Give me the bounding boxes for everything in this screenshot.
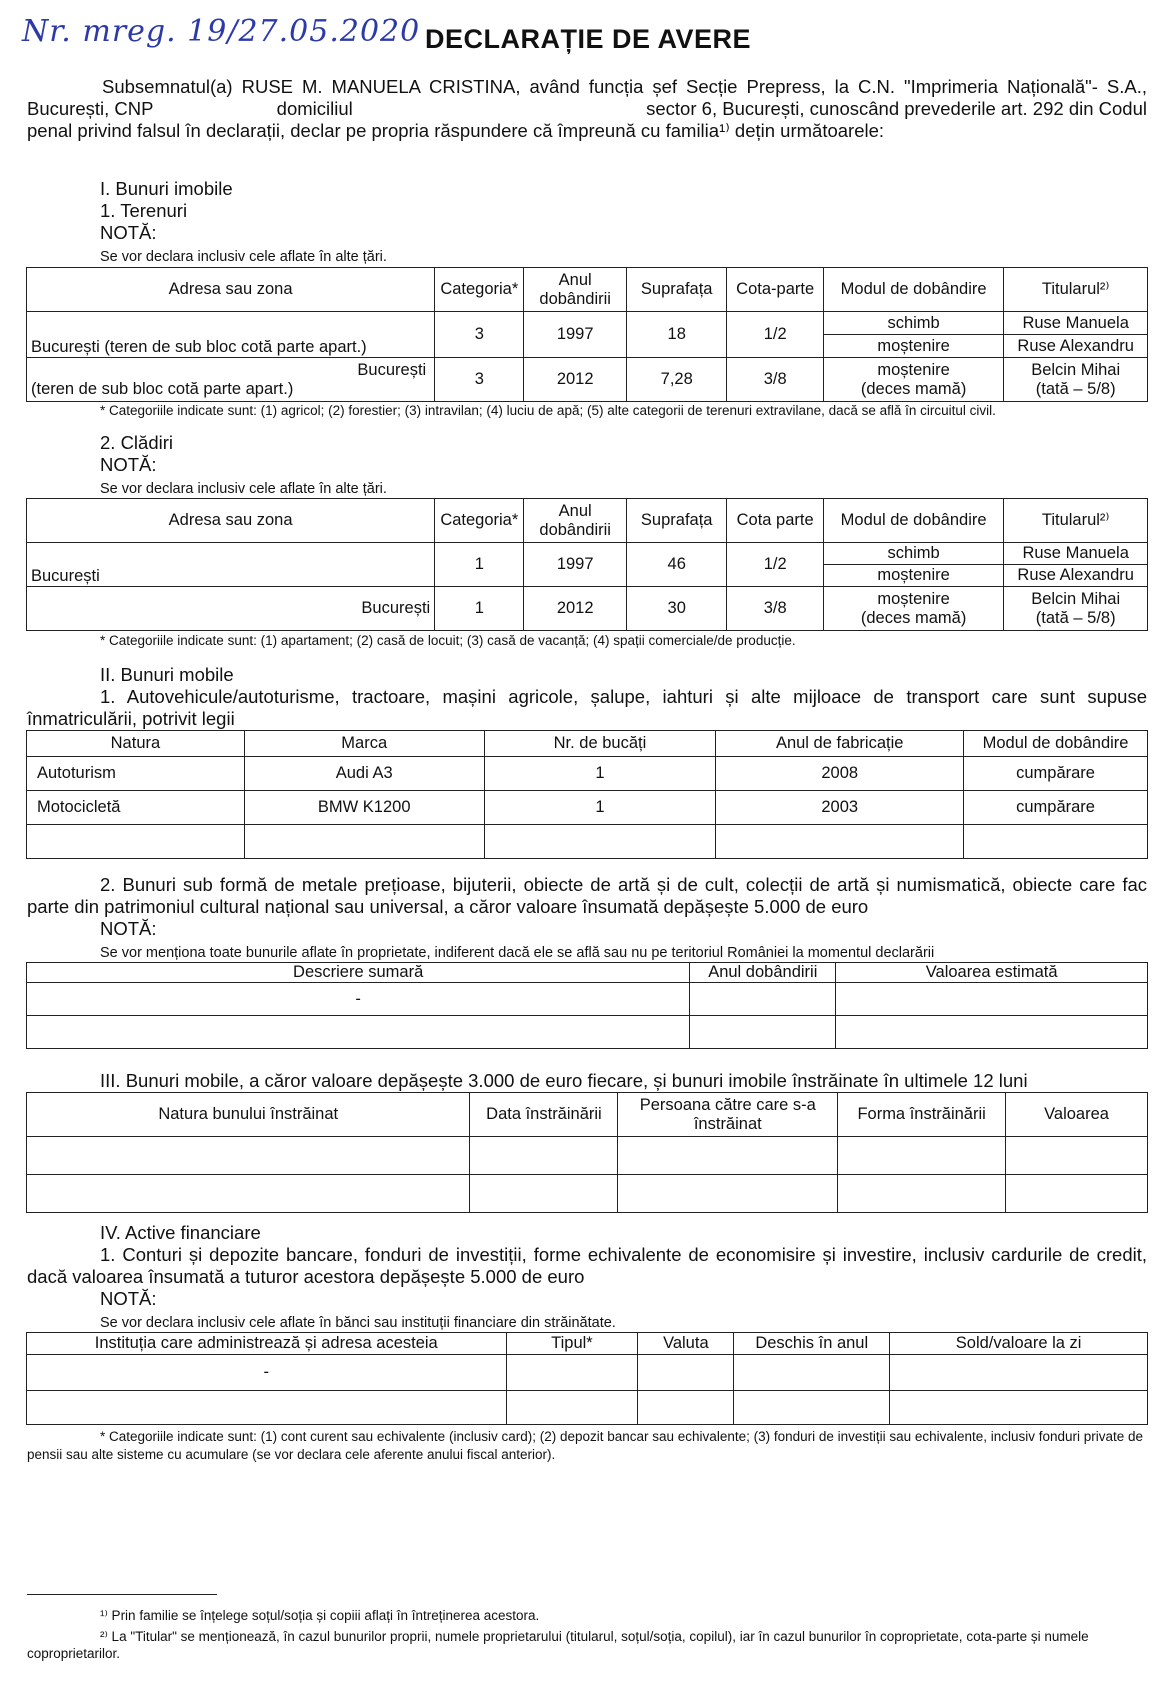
column-header: Anul de fabricație xyxy=(716,731,964,757)
column-header: Deschis în anul xyxy=(734,1333,890,1355)
cell-share: 1/2 xyxy=(727,543,823,587)
cell-holder: Ruse Alexandru xyxy=(1004,335,1148,358)
cell-category: 1 xyxy=(435,587,524,631)
footnote-family: ¹⁾ Prin familie se înțelege soțul/soția și copiii aflați în întreținerea acestora. xyxy=(100,1608,540,1623)
column-header: Marca xyxy=(244,731,484,757)
cell-area: 46 xyxy=(626,543,727,587)
table-row xyxy=(27,1355,1148,1391)
holder-line: Belcin Mihai xyxy=(1031,360,1121,379)
cell-type: Autoturism xyxy=(27,757,245,791)
column-header: Adresa sau zona xyxy=(27,268,435,312)
subheading-land: 1. Terenuri xyxy=(100,200,188,221)
column-header: Anul dobândirii xyxy=(690,963,836,983)
intro-paragraph xyxy=(27,76,1153,142)
cell-mode xyxy=(823,358,1004,402)
subheading-valuables: 2. Bunuri sub formă de metale prețioase, bijuterii, obiecte de artă și de cult, colecții de artă și numismatică, obiecte care fac parte din patrimoniul cultural național sau universal, a căror valoare însumată depășește 5.000 de euro xyxy=(27,874,1147,917)
column-header: Natura xyxy=(27,731,245,757)
handwritten-registration-number: Nr. mreg. 19/27.05.2020 xyxy=(22,14,421,49)
footnote-account-categories: * Categoriile indicate sunt: (1) cont curent sau echivalente (inclusiv card); (2) depozit bancar sau echivalente; (3) fonduri de investiții sau echivalente, inclusiv fonduri private de pensii sau alte sisteme cu acumulare (se vor declara cele aferente anului fiscal anterior). xyxy=(27,1429,1144,1462)
accounts-table xyxy=(26,1332,1148,1425)
cell-category: 3 xyxy=(435,358,524,402)
column-header: Descriere sumară xyxy=(27,963,690,983)
column-header: Tipul* xyxy=(506,1333,638,1355)
column-header: Suprafața xyxy=(626,499,727,543)
table-header-row xyxy=(27,499,1148,543)
column-header: Suprafața xyxy=(626,268,727,312)
cell-share: 3/8 xyxy=(727,587,823,631)
vehicles-table xyxy=(26,730,1148,859)
cell-mode xyxy=(823,587,1004,631)
column-header: Cota-parte xyxy=(727,268,823,312)
section-heading-real-estate: I. Bunuri imobile xyxy=(100,178,233,199)
column-header: Adresa sau zona xyxy=(27,499,435,543)
column-header: Persoana către care s-a înstrăinat xyxy=(618,1093,838,1137)
cell-holder xyxy=(1004,587,1148,631)
cell-holder: Ruse Manuela xyxy=(1004,312,1148,335)
section-heading-movable: II. Bunuri mobile xyxy=(100,664,234,685)
cell-year: 2008 xyxy=(716,757,964,791)
cell-year: 1997 xyxy=(524,543,627,587)
page-title: DECLARAȚIE DE AVERE xyxy=(425,24,752,54)
table-row xyxy=(27,757,1148,791)
column-header: Cota parte xyxy=(727,499,823,543)
column-header: Valoarea xyxy=(1006,1093,1148,1137)
cell-year: 2012 xyxy=(524,587,627,631)
holder-line: (tată – 5/8) xyxy=(1035,379,1116,398)
column-header: Titularul²⁾ xyxy=(1004,268,1148,312)
address-detail: (teren de sub bloc cotă parte apart.) xyxy=(31,379,294,398)
column-header: Categoria* xyxy=(435,268,524,312)
cell-type: Motocicletă xyxy=(27,791,245,825)
cell-holder: Ruse Alexandru xyxy=(1004,565,1148,587)
column-header: Modul de dobândire xyxy=(964,731,1148,757)
cell-area: 7,28 xyxy=(626,358,727,402)
table-row xyxy=(27,312,1148,335)
table-header-row xyxy=(27,963,1148,983)
table-row xyxy=(27,825,1148,859)
cell-area: 30 xyxy=(626,587,727,631)
table-row xyxy=(27,791,1148,825)
address-city: București xyxy=(357,360,427,379)
cell-holder xyxy=(1004,358,1148,402)
empty-dash: - xyxy=(27,983,690,1016)
nota-label: NOTĂ: xyxy=(100,222,157,243)
nota-text: Se vor declara inclusiv cele aflate în alte țări. xyxy=(100,249,387,265)
table-header-row xyxy=(27,731,1148,757)
section-heading-financial: IV. Active financiare xyxy=(100,1222,261,1243)
cell-holder: Ruse Manuela xyxy=(1004,543,1148,565)
cell-address xyxy=(27,358,435,402)
table-header-row xyxy=(27,268,1148,312)
column-header: Anul dobândirii xyxy=(524,499,627,543)
subheading-accounts: 1. Conturi și depozite bancare, fonduri de investiții, forme echivalente de economisire și investire, inclusiv cardurile de credit, dacă valoarea însumată a tuturor acestora depășește 5.000 de euro xyxy=(27,1244,1147,1287)
mode-line: moștenire xyxy=(877,589,950,608)
table-row xyxy=(27,1137,1148,1175)
intro-text: Subsemnatul(a) RUSE M. MANUELA CRISTINA, având funcția șef Secție Prepress, la C.N. "Imprimeria Națională"- S.A., București, CNP domiciliul sector 6, București, cunoscând prevederile art. 292 din Codul penal privind falsul în declarații, declar pe propria răspundere că împreună cu familia¹⁾ dețin următoarele: xyxy=(27,76,1153,141)
section-heading-alienated: III. Bunuri mobile, a căror valoare depășește 3.000 de euro fiecare, și bunuri imobile înstrăinate în ultimele 12 luni xyxy=(100,1070,1028,1091)
cell-mode: schimb xyxy=(823,543,1004,565)
mode-line: (deces mamă) xyxy=(860,379,967,398)
cell-mode: schimb xyxy=(823,312,1004,335)
nota-text: Se vor declara inclusiv cele aflate în alte țări. xyxy=(100,481,387,497)
footnote-land-categories: * Categoriile indicate sunt: (1) agricol; (2) forestier; (3) intravilan; (4) luciu de apă; (5) alte categorii de terenuri extravilane, dacă se află în circuitul civil. xyxy=(100,403,996,418)
footnote-holder: ²⁾ La "Titular" se menționează, în cazul bunurilor proprii, numele proprietarului (titularul, soțul/soția, copilul), iar în cazul bunurilor în coproprietate, cota-parte și numele coproprietarilor. xyxy=(27,1629,1089,1661)
nota-text: Se vor declara inclusiv cele aflate în bănci sau instituții financiare din străinătate. xyxy=(100,1315,616,1331)
table-row xyxy=(27,1391,1148,1425)
footnote-divider xyxy=(27,1594,217,1595)
column-header: Forma înstrăinării xyxy=(838,1093,1006,1137)
table-header-row xyxy=(27,1333,1148,1355)
column-header: Sold/valoare la zi xyxy=(890,1333,1148,1355)
cell-brand: BMW K1200 xyxy=(244,791,484,825)
cell-count: 1 xyxy=(484,791,716,825)
column-header: Instituția care administrează și adresa acesteia xyxy=(27,1333,507,1355)
table-row xyxy=(27,1016,1148,1049)
cell-mode: cumpărare xyxy=(964,757,1148,791)
column-header: Anul dobândirii xyxy=(524,268,627,312)
column-header: Valuta xyxy=(638,1333,734,1355)
nota-label: NOTĂ: xyxy=(100,454,157,475)
table-row xyxy=(27,543,1148,565)
footnote-building-categories: * Categoriile indicate sunt: (1) apartament; (2) casă de locuit; (3) casă de vacanță; (4) spații comerciale/de producție. xyxy=(100,633,796,648)
cell-mode: moștenire xyxy=(823,565,1004,587)
table-row xyxy=(27,358,1148,402)
nota-text: Se vor menționa toate bunurile aflate în proprietate, indiferent dacă ele se află sau nu pe teritoriul României la momentul declarării xyxy=(100,945,935,961)
cell-address: București xyxy=(27,543,435,587)
holder-line: (tată – 5/8) xyxy=(1035,608,1116,627)
valuables-table xyxy=(26,962,1148,1049)
cell-address: București (teren de sub bloc cotă parte apart.) xyxy=(27,312,435,358)
cell-address: București xyxy=(27,587,435,631)
alienated-table xyxy=(26,1092,1148,1213)
table-row xyxy=(27,1175,1148,1213)
land-table xyxy=(26,267,1148,402)
column-header: Data înstrăinării xyxy=(470,1093,618,1137)
cell-mode: moștenire xyxy=(823,335,1004,358)
column-header: Titularul²⁾ xyxy=(1004,499,1148,543)
column-header: Natura bunului înstrăinat xyxy=(27,1093,470,1137)
column-header: Nr. de bucăți xyxy=(484,731,716,757)
cell-year: 1997 xyxy=(524,312,627,358)
mode-line: (deces mamă) xyxy=(860,608,967,627)
nota-label: NOTĂ: xyxy=(100,1288,157,1309)
cell-share: 1/2 xyxy=(727,312,823,358)
holder-line: Belcin Mihai xyxy=(1031,589,1121,608)
cell-area: 18 xyxy=(626,312,727,358)
cell-brand: Audi A3 xyxy=(244,757,484,791)
cell-share: 3/8 xyxy=(727,358,823,402)
cell-year: 2003 xyxy=(716,791,964,825)
column-header: Categoria* xyxy=(435,499,524,543)
mode-line: moștenire xyxy=(877,360,950,379)
table-row xyxy=(27,587,1148,631)
nota-label: NOTĂ: xyxy=(100,918,157,939)
column-header: Modul de dobândire xyxy=(823,268,1004,312)
table-header-row xyxy=(27,1093,1148,1137)
subheading-buildings: 2. Clădiri xyxy=(100,432,173,453)
column-header: Modul de dobândire xyxy=(823,499,1004,543)
column-header: Valoarea estimată xyxy=(836,963,1148,983)
cell-year: 2012 xyxy=(524,358,627,402)
cell-count: 1 xyxy=(484,757,716,791)
empty-dash: - xyxy=(27,1355,507,1391)
table-row xyxy=(27,983,1148,1016)
cell-category: 1 xyxy=(435,543,524,587)
subheading-vehicles: 1. Autovehicule/autoturisme, tractoare, mașini agricole, șalupe, iahturi și alte mijloace de transport care sunt supuse înmatriculării, potrivit legii xyxy=(27,686,1147,729)
cell-mode: cumpărare xyxy=(964,791,1148,825)
cell-category: 3 xyxy=(435,312,524,358)
buildings-table xyxy=(26,498,1148,631)
